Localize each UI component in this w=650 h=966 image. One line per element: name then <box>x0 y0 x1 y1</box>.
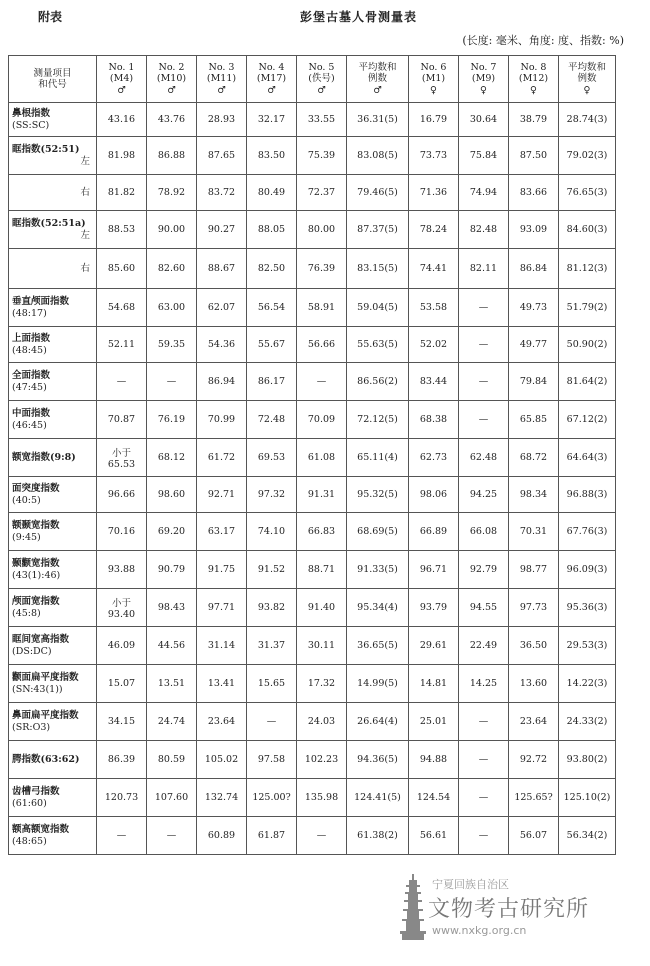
table-cell: 59.35 <box>147 327 197 363</box>
table-cell: 36.31(5) <box>347 103 409 137</box>
table-cell: 16.79 <box>409 103 459 137</box>
table-cell: 124.54 <box>409 779 459 817</box>
table-cell: 75.84 <box>459 137 509 175</box>
table-row <box>9 137 616 175</box>
table-cell: 43.76 <box>147 103 197 137</box>
table-cell: 61.38(2) <box>347 817 409 855</box>
table-cell: 96.88(3) <box>559 477 616 513</box>
table-cell: 13.41 <box>197 665 247 703</box>
table-cell: 97.73 <box>509 589 559 627</box>
table-cell: 88.05 <box>247 211 297 249</box>
table-cell: 81.12(3) <box>559 249 616 289</box>
table-cell: — <box>459 779 509 817</box>
table-cell: 98.60 <box>147 477 197 513</box>
table-cell: 91.52 <box>247 551 297 589</box>
table-cell: 135.98 <box>297 779 347 817</box>
table-cell: 125.00? <box>247 779 297 817</box>
table-title: 彭堡古墓人骨测量表 <box>300 10 418 24</box>
table-cell: 120.73 <box>97 779 147 817</box>
table-cell: 98.77 <box>509 551 559 589</box>
table-cell: 83.72 <box>197 175 247 211</box>
table-cell: 56.07 <box>509 817 559 855</box>
table-cell: 83.08(5) <box>347 137 409 175</box>
table-cell: 86.17 <box>247 363 297 401</box>
table-cell: 56.54 <box>247 289 297 327</box>
column-header: No. 7 (M9) ♀ <box>459 56 509 103</box>
table-cell: 61.87 <box>247 817 297 855</box>
table-cell: 97.32 <box>247 477 297 513</box>
table-cell: — <box>459 327 509 363</box>
table-cell: 24.33(2) <box>559 703 616 741</box>
table-cell: 93.79 <box>409 589 459 627</box>
measurement-label: 鼻面扁平度指数 (SR:O3) <box>9 703 97 741</box>
pagoda-icon <box>400 874 426 940</box>
table-cell: 56.66 <box>297 327 347 363</box>
table-cell: 82.11 <box>459 249 509 289</box>
table-cell: 87.65 <box>197 137 247 175</box>
table-row <box>9 289 616 327</box>
table-cell: 28.93 <box>197 103 247 137</box>
table-cell: — <box>147 363 197 401</box>
watermark-region: 宁夏回族自治区 <box>432 878 509 891</box>
table-cell: 86.88 <box>147 137 197 175</box>
table-cell: 86.94 <box>197 363 247 401</box>
table-cell: 68.69(5) <box>347 513 409 551</box>
table-cell: — <box>147 817 197 855</box>
table-cell: 30.11 <box>297 627 347 665</box>
table-cell: 76.39 <box>297 249 347 289</box>
table-cell: 91.33(5) <box>347 551 409 589</box>
appendix-label: 附表 <box>38 10 63 24</box>
table-cell: 82.50 <box>247 249 297 289</box>
table-row <box>9 779 616 817</box>
measurement-label: 颞颧宽指数 (43(1):46) <box>9 551 97 589</box>
column-header: 平均数和 例数 ♂ <box>347 56 409 103</box>
table-cell: 78.24 <box>409 211 459 249</box>
table-cell: 55.67 <box>247 327 297 363</box>
table-cell: 66.89 <box>409 513 459 551</box>
table-cell: 56.61 <box>409 817 459 855</box>
column-header: No. 8 (M12) ♀ <box>509 56 559 103</box>
table-cell: 14.99(5) <box>347 665 409 703</box>
table-cell: — <box>459 703 509 741</box>
table-cell: 63.17 <box>197 513 247 551</box>
measurement-label: 眶间宽高指数 (DS:DC) <box>9 627 97 665</box>
table-cell: 83.66 <box>509 175 559 211</box>
table-cell: 82.60 <box>147 249 197 289</box>
table-cell: 22.49 <box>459 627 509 665</box>
table-cell: 102.23 <box>297 741 347 779</box>
table-cell: 91.75 <box>197 551 247 589</box>
table-cell: 33.55 <box>297 103 347 137</box>
table-cell: 34.15 <box>97 703 147 741</box>
table-cell: 88.53 <box>97 211 147 249</box>
table-cell: 78.92 <box>147 175 197 211</box>
table-cell: 29.53(3) <box>559 627 616 665</box>
table-cell: 76.65(3) <box>559 175 616 211</box>
table-cell: 43.16 <box>97 103 147 137</box>
table-row <box>9 627 616 665</box>
table-cell: 93.82 <box>247 589 297 627</box>
table-cell: 132.74 <box>197 779 247 817</box>
table-cell: 83.50 <box>247 137 297 175</box>
measurement-label: 面突度指数 (40:5) <box>9 477 97 513</box>
table-cell: 36.65(5) <box>347 627 409 665</box>
table-cell: 31.37 <box>247 627 297 665</box>
table-cell: 72.37 <box>297 175 347 211</box>
table-cell: 83.15(5) <box>347 249 409 289</box>
table-cell: 79.46(5) <box>347 175 409 211</box>
table-cell: 小于 93.40 <box>97 589 147 627</box>
table-row <box>9 589 616 627</box>
measurement-label: 上面指数 (48:45) <box>9 327 97 363</box>
table-body <box>9 103 616 855</box>
measurement-label: 垂直颅面指数 (48:17) <box>9 289 97 327</box>
table-cell: 90.00 <box>147 211 197 249</box>
table-cell: 49.77 <box>509 327 559 363</box>
table-cell: 80.59 <box>147 741 197 779</box>
table-cell: 93.09 <box>509 211 559 249</box>
table-cell: 65.85 <box>509 401 559 439</box>
table-row <box>9 817 616 855</box>
table-cell: — <box>247 703 297 741</box>
table-cell: 74.94 <box>459 175 509 211</box>
table-cell: 124.41(5) <box>347 779 409 817</box>
table-cell: 74.10 <box>247 513 297 551</box>
column-header: No. 4 (M17) ♂ <box>247 56 297 103</box>
table-cell: 86.84 <box>509 249 559 289</box>
table-cell: 14.25 <box>459 665 509 703</box>
table-cell: 80.49 <box>247 175 297 211</box>
table-cell: 92.71 <box>197 477 247 513</box>
table-cell: 97.58 <box>247 741 297 779</box>
table-cell: 87.37(5) <box>347 211 409 249</box>
table-cell: 94.55 <box>459 589 509 627</box>
table-cell: 88.71 <box>297 551 347 589</box>
table-cell: 36.50 <box>509 627 559 665</box>
table-row <box>9 477 616 513</box>
column-header: 测量项目 和代号 <box>9 56 97 103</box>
table-row <box>9 665 616 703</box>
table-cell: 107.60 <box>147 779 197 817</box>
table-cell: 96.66 <box>97 477 147 513</box>
table-cell: 29.61 <box>409 627 459 665</box>
table-cell: 93.80(2) <box>559 741 616 779</box>
table-cell: 62.07 <box>197 289 247 327</box>
table-cell: 84.60(3) <box>559 211 616 249</box>
table-cell: 52.11 <box>97 327 147 363</box>
table-cell: 54.36 <box>197 327 247 363</box>
column-header: No. 2 (M10) ♂ <box>147 56 197 103</box>
table-cell: 91.40 <box>297 589 347 627</box>
table-cell: 96.09(3) <box>559 551 616 589</box>
table-cell: 51.79(2) <box>559 289 616 327</box>
table-cell: 26.64(4) <box>347 703 409 741</box>
table-cell: 67.76(3) <box>559 513 616 551</box>
column-header: No. 3 (M11) ♂ <box>197 56 247 103</box>
table-cell: 79.84 <box>509 363 559 401</box>
table-cell: — <box>459 817 509 855</box>
measurement-table <box>8 55 616 855</box>
table-cell: 55.63(5) <box>347 327 409 363</box>
table-cell: 23.64 <box>509 703 559 741</box>
table-cell: 24.74 <box>147 703 197 741</box>
table-row <box>9 175 616 211</box>
units-note: (长度: 毫米、角度: 度、指数: %) <box>462 34 624 47</box>
table-cell: 94.36(5) <box>347 741 409 779</box>
measurement-label: 额高额宽指数 (48:65) <box>9 817 97 855</box>
table-cell: 73.73 <box>409 137 459 175</box>
table-cell: 81.98 <box>97 137 147 175</box>
table-cell: 23.64 <box>197 703 247 741</box>
table-cell: 92.79 <box>459 551 509 589</box>
measurement-label: 额宽指数(9:8) <box>9 439 97 477</box>
table-cell: 81.64(2) <box>559 363 616 401</box>
table-cell: 24.03 <box>297 703 347 741</box>
table-cell: 68.12 <box>147 439 197 477</box>
table-row <box>9 439 616 477</box>
measurement-label: 眶指数(52:51a) 左 <box>9 211 97 249</box>
table-row <box>9 401 616 439</box>
table-cell: 98.43 <box>147 589 197 627</box>
table-cell: — <box>97 817 147 855</box>
table-cell: 98.34 <box>509 477 559 513</box>
table-cell: 32.17 <box>247 103 297 137</box>
table-cell: 13.60 <box>509 665 559 703</box>
watermark <box>398 872 618 942</box>
table-cell: 70.31 <box>509 513 559 551</box>
table-cell: 70.16 <box>97 513 147 551</box>
measurement-label: 腭指数(63:62) <box>9 741 97 779</box>
table-row <box>9 741 616 779</box>
table-cell: 96.71 <box>409 551 459 589</box>
table-cell: 80.00 <box>297 211 347 249</box>
table-cell: 52.02 <box>409 327 459 363</box>
table-cell: 64.64(3) <box>559 439 616 477</box>
table-cell: 70.99 <box>197 401 247 439</box>
table-row <box>9 211 616 249</box>
table-cell: 17.32 <box>297 665 347 703</box>
table-cell: 28.74(3) <box>559 103 616 137</box>
table-cell: 30.64 <box>459 103 509 137</box>
table-cell: 95.34(4) <box>347 589 409 627</box>
table-cell: 66.83 <box>297 513 347 551</box>
measurement-label: 颧面扁平度指数 (SN:43(1)) <box>9 665 97 703</box>
table-cell: 58.91 <box>297 289 347 327</box>
table-cell: 71.36 <box>409 175 459 211</box>
table-cell: — <box>97 363 147 401</box>
table-cell: 44.56 <box>147 627 197 665</box>
table-row <box>9 103 616 137</box>
table-cell: 92.72 <box>509 741 559 779</box>
table-cell: 85.60 <box>97 249 147 289</box>
measurement-label: 齿槽弓指数 (61:60) <box>9 779 97 817</box>
table-cell: 68.72 <box>509 439 559 477</box>
measurement-label: 右 <box>9 249 97 289</box>
table-cell: 69.20 <box>147 513 197 551</box>
table-cell: 70.09 <box>297 401 347 439</box>
measurement-label: 鼻根指数 (SS:SC) <box>9 103 97 137</box>
table-cell: 小于 65.53 <box>97 439 147 477</box>
measurement-label: 眶指数(52:51) 左 <box>9 137 97 175</box>
table-cell: 61.72 <box>197 439 247 477</box>
table-row <box>9 703 616 741</box>
table-cell: 65.11(4) <box>347 439 409 477</box>
table-cell: 125.10(2) <box>559 779 616 817</box>
table-cell: 66.08 <box>459 513 509 551</box>
table-cell: 81.82 <box>97 175 147 211</box>
measurement-label: 全面指数 (47:45) <box>9 363 97 401</box>
measurement-label: 额颞宽指数 (9:45) <box>9 513 97 551</box>
table-cell: 72.12(5) <box>347 401 409 439</box>
table-cell: — <box>459 401 509 439</box>
table-cell: 76.19 <box>147 401 197 439</box>
table-cell: 90.79 <box>147 551 197 589</box>
table-cell: 88.67 <box>197 249 247 289</box>
table-cell: 82.48 <box>459 211 509 249</box>
table-cell: 62.48 <box>459 439 509 477</box>
table-cell: 63.00 <box>147 289 197 327</box>
table-cell: — <box>459 741 509 779</box>
table-row <box>9 363 616 401</box>
table-cell: 90.27 <box>197 211 247 249</box>
watermark-institute: 文物考古研究所 <box>428 897 590 922</box>
table-cell: 46.09 <box>97 627 147 665</box>
table-cell: 91.31 <box>297 477 347 513</box>
table-cell: 125.65? <box>509 779 559 817</box>
table-cell: 14.81 <box>409 665 459 703</box>
table-cell: 75.39 <box>297 137 347 175</box>
column-header: 平均数和 例数 ♀ <box>559 56 616 103</box>
table-cell: — <box>297 363 347 401</box>
table-row <box>9 513 616 551</box>
table-cell: 15.65 <box>247 665 297 703</box>
table-cell: 86.39 <box>97 741 147 779</box>
table-row <box>9 327 616 363</box>
table-cell: 98.06 <box>409 477 459 513</box>
table-cell: 59.04(5) <box>347 289 409 327</box>
table-cell: 68.38 <box>409 401 459 439</box>
table-cell: 70.87 <box>97 401 147 439</box>
table-cell: 15.07 <box>97 665 147 703</box>
table-cell: 62.73 <box>409 439 459 477</box>
table-cell: 67.12(2) <box>559 401 616 439</box>
table-cell: 13.51 <box>147 665 197 703</box>
table-cell: 95.36(3) <box>559 589 616 627</box>
table-cell: — <box>459 363 509 401</box>
table-cell: 86.56(2) <box>347 363 409 401</box>
table-cell: 25.01 <box>409 703 459 741</box>
table-cell: 74.41 <box>409 249 459 289</box>
table-cell: 93.88 <box>97 551 147 589</box>
table-cell: — <box>459 289 509 327</box>
table-cell: 83.44 <box>409 363 459 401</box>
table-cell: 49.73 <box>509 289 559 327</box>
column-header: No. 6 (M1) ♀ <box>409 56 459 103</box>
table-cell: 105.02 <box>197 741 247 779</box>
table-cell: 50.90(2) <box>559 327 616 363</box>
table-cell: 53.58 <box>409 289 459 327</box>
table-row <box>9 249 616 289</box>
table-cell: — <box>297 817 347 855</box>
table-cell: 60.89 <box>197 817 247 855</box>
table-cell: 31.14 <box>197 627 247 665</box>
table-cell: 94.88 <box>409 741 459 779</box>
table-cell: 56.34(2) <box>559 817 616 855</box>
column-header: No. 5 (佚号) ♂ <box>297 56 347 103</box>
table-cell: 79.02(3) <box>559 137 616 175</box>
measurement-label: 中面指数 (46:45) <box>9 401 97 439</box>
table-cell: 94.25 <box>459 477 509 513</box>
table-cell: 97.71 <box>197 589 247 627</box>
measurement-label: 颅面宽指数 (45:8) <box>9 589 97 627</box>
table-header <box>9 56 616 103</box>
table-row <box>9 551 616 589</box>
table-cell: 69.53 <box>247 439 297 477</box>
table-cell: 72.48 <box>247 401 297 439</box>
table-cell: 14.22(3) <box>559 665 616 703</box>
table-cell: 95.32(5) <box>347 477 409 513</box>
table-cell: 38.79 <box>509 103 559 137</box>
table-cell: 87.50 <box>509 137 559 175</box>
column-header: No. 1 (M4) ♂ <box>97 56 147 103</box>
measurement-label: 右 <box>9 175 97 211</box>
table-cell: 61.08 <box>297 439 347 477</box>
watermark-url: www.nxkg.org.cn <box>432 924 527 937</box>
table-cell: 54.68 <box>97 289 147 327</box>
